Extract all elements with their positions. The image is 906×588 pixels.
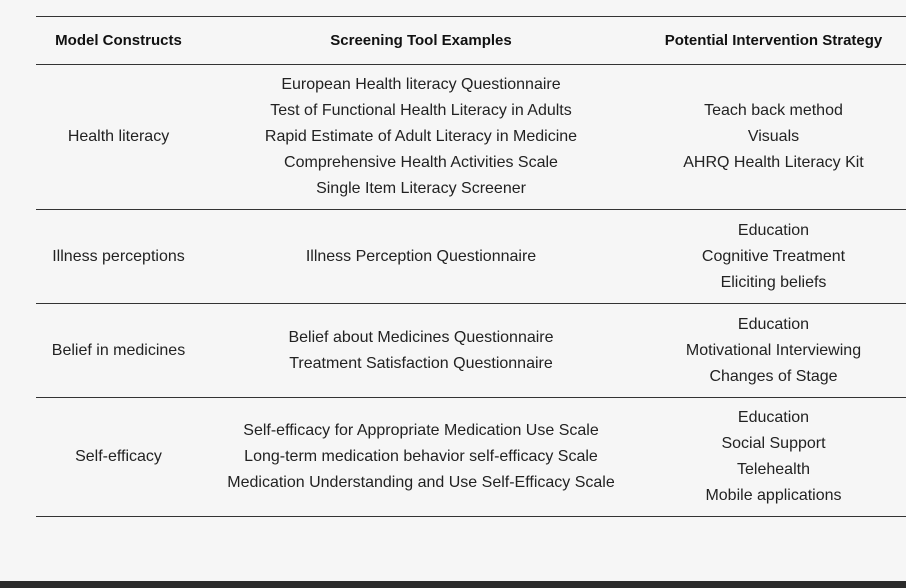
strategy-item: Mobile applications [705,487,842,504]
strategy-item: Education [737,315,810,333]
tool-item: Rapid Estimate of Adult Literacy in Medicine [264,128,578,145]
tools-cell [201,304,641,398]
tool-item: Comprehensive Health Activities Scale [284,154,558,171]
strategies-cell [641,398,906,517]
tool-item: Long-term medication behavior self-efficacy Scale [244,448,598,465]
footer-bar [0,581,906,588]
table-row [36,304,906,398]
table-row [36,210,906,304]
tool-item: Belief about Medicines Questionnaire [288,328,554,346]
construct-cell: Illness perceptions [52,247,185,265]
strategy-item: Social Support [721,435,826,452]
constructs-table-container [36,16,906,517]
strategy-item: Cognitive Treatment [701,247,846,265]
construct-cell: Health literacy [67,128,170,145]
tools-cell [201,398,641,517]
strategy-item: Visuals [747,128,800,145]
construct-cell: Belief in medicines [51,341,186,359]
tool-item: Treatment Satisfaction Questionnaire [289,354,553,372]
construct-cell: Self-efficacy [75,448,162,465]
constructs-table [36,16,906,517]
strategy-item: Teach back method [704,102,843,119]
table-row [36,398,906,517]
tool-item: Self-efficacy for Appropriate Medication Use Scale [243,422,599,439]
header-model-constructs: Model Constructs [55,32,182,49]
tool-item: Test of Functional Health Literacy in Adults [270,102,572,119]
strategy-item: Motivational Interviewing [685,341,862,359]
tool-item: Single Item Literacy Screener [316,180,526,197]
table-row [36,65,906,210]
strategy-item: Telehealth [737,461,810,478]
tools-cell [201,65,641,210]
tool-item: Illness Perception Questionnaire [305,247,537,265]
strategy-item: AHRQ Health Literacy Kit [683,154,864,171]
tool-item: European Health literacy Questionnaire [281,76,561,93]
strategies-cell [641,65,906,210]
header-intervention-strategy: Potential Intervention Strategy [664,32,883,49]
strategy-item: Eliciting beliefs [720,273,827,291]
strategy-item: Changes of Stage [709,367,838,385]
strategies-cell [641,210,906,304]
table-header-row [36,17,906,65]
tool-item: Medication Understanding and Use Self-Efficacy Scale [227,474,615,491]
strategies-cell [641,304,906,398]
strategy-item: Education [737,221,810,239]
strategy-item: Education [737,409,810,426]
tools-cell [201,210,641,304]
header-screening-tools: Screening Tool Examples [330,32,512,49]
